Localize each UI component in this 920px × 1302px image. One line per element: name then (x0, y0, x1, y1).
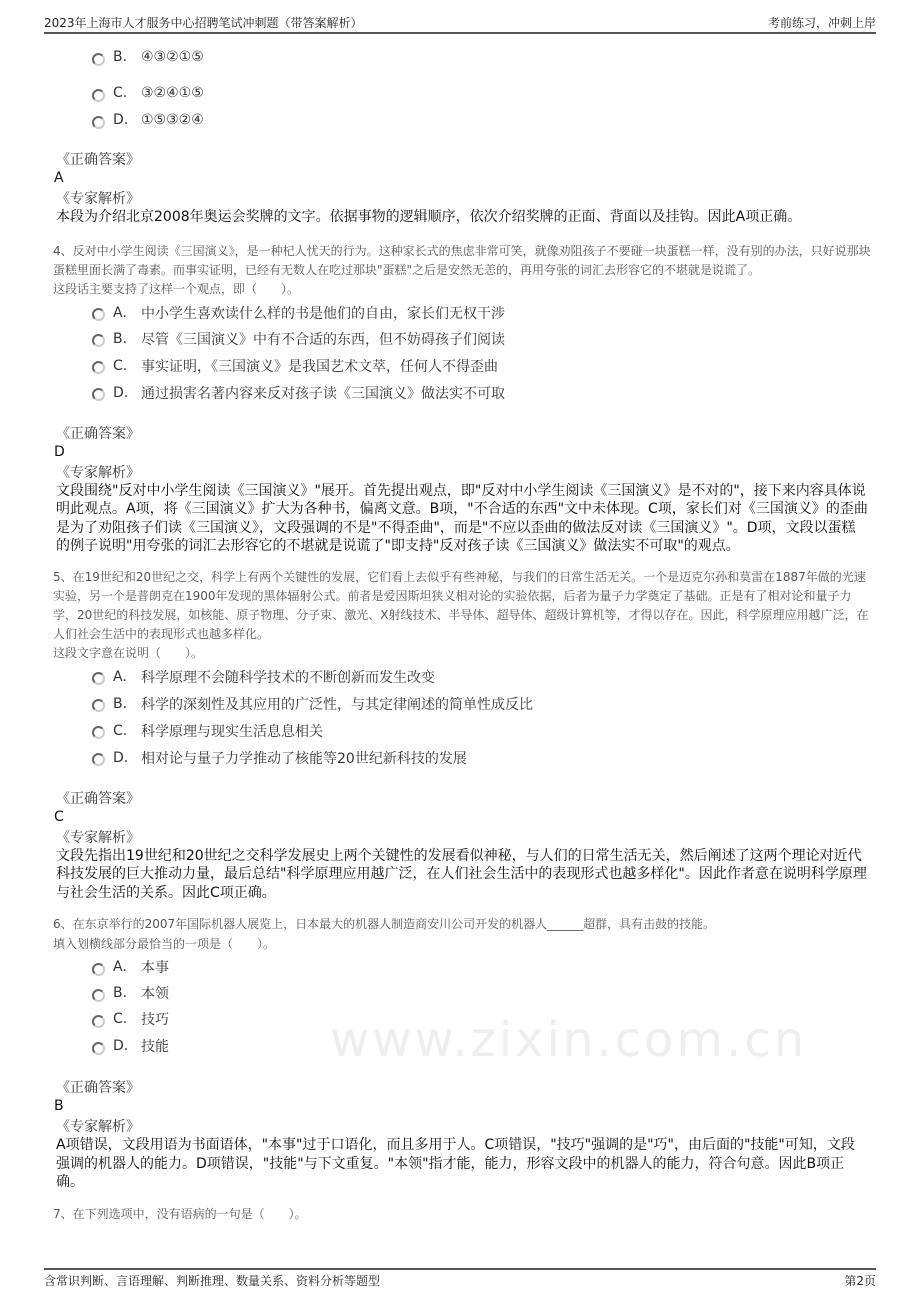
q3-answer: A (54, 170, 64, 186)
q6-analysis: A项错误，文段用语为书面语体，"本事"过于口语化，而且多用于人。C项错误，"技巧"强调的是"巧"，由后面的"技能"可知，文段强调的机器人的能力。D项错误，"技能"与下文重复。"本领"指才能，能力，形容文段中的机器人的能力，符合句意。因此B项正确。 (56, 1137, 855, 1190)
q4-option-d[interactable] (92, 383, 920, 403)
option-letter: D. (113, 749, 129, 766)
q6-option-d[interactable] (92, 1036, 920, 1056)
option-text: ④③②①⑤ (141, 49, 204, 65)
q6-option-c[interactable] (92, 1009, 920, 1029)
radio-icon[interactable] (92, 116, 105, 129)
q4-analysis: 文段围绕"反对中小学生阅读《三国演义》"展开。首先提出观点，即"反对中小学生阅读《三国演义》是不对的"，接下来内容具体说明此观点。A项，将《三国演义》扩大为各种书，偏离文意。B项，"不合适的东西"文中未体现。C项，家长们对《三国演义》的歪曲是为了劝阻孩子们读《三国演义》，文段强调的不是"不得歪曲"，而是"不应以歪曲的做法反对读《三国演义》"。D项，文段以蛋糕的例子说明"用夸张的词汇去形容它的不堪就是说谎了"即支持"反对孩子读《三国演义》做法实不可取"的观点。 (56, 482, 868, 554)
option-text: 科学原理不会随科学技术的不断创新而发生改变 (141, 669, 435, 686)
radio-icon[interactable] (92, 989, 105, 1002)
q3-option-c[interactable] (92, 83, 920, 103)
q4-option-a[interactable] (92, 303, 920, 323)
option-text: 科学原理与现实生活息息相关 (141, 723, 323, 740)
radio-icon[interactable] (92, 726, 105, 739)
option-text: 科学的深刻性及其应用的广泛性，与其定律阐述的简单性成反比 (141, 696, 533, 713)
q6-answer: B (54, 1098, 64, 1114)
option-letter: D. (113, 384, 129, 401)
option-text: 尽管《三国演义》中有不合适的东西，但不妨碍孩子们阅读 (141, 331, 505, 348)
q3-analysis-label: 《专家解析》 (56, 191, 140, 207)
radio-icon[interactable] (92, 699, 105, 712)
header-slogan: 考前练习，冲刺上岸 (767, 16, 876, 30)
q6-analysis-label: 《专家解析》 (56, 1119, 140, 1135)
option-letter: C. (113, 1011, 128, 1027)
q3-option-d[interactable] (92, 110, 920, 130)
option-text: ①⑤③②④ (141, 112, 204, 128)
q5-answer: C (54, 808, 64, 825)
option-letter: D. (113, 1038, 129, 1054)
header-title: 2023年上海市人才服务中心招聘笔试冲刺题（带答案解析） (44, 16, 363, 30)
option-text: 技能 (141, 1039, 169, 1055)
option-text: 技巧 (141, 1012, 169, 1028)
option-letter: B. (113, 49, 128, 65)
q3-option-b[interactable] (92, 47, 920, 67)
q5-option-d[interactable] (92, 748, 920, 768)
option-text: 中小学生喜欢读什么样的书是他们的自由，家长们无权干涉 (141, 305, 505, 322)
q3-analysis: 本段为介绍北京2008年奥运会奖牌的文字。依据事物的逻辑顺序，依次介绍奖牌的正面、背面以及挂钩。因此A项正确。 (56, 209, 802, 225)
radio-icon[interactable] (92, 361, 105, 374)
watermark: www.zixin.com.cn (330, 1012, 808, 1068)
q6-prompt: 填入划横线部分最恰当的一项是（ ）。 (53, 937, 276, 951)
q6-stem: 6、在东京举行的2007年国际机器人展览上，日本最大的机器人制造商安川公司开发的机器人______超群，具有击鼓的技能。 (53, 917, 716, 931)
option-letter: B. (113, 330, 128, 347)
q5-option-b[interactable] (92, 694, 920, 714)
radio-icon[interactable] (92, 53, 105, 66)
option-letter: C. (113, 85, 128, 101)
q4-option-b[interactable] (92, 329, 920, 349)
option-text: 通过损害名著内容来反对孩子读《三国演义》做法实不可取 (141, 385, 505, 402)
q6-answer-label: 《正确答案》 (56, 1080, 140, 1096)
q6-option-a[interactable] (92, 957, 920, 977)
option-letter: C. (113, 722, 128, 739)
radio-icon[interactable] (92, 89, 105, 102)
footer-divider (44, 1268, 876, 1270)
option-letter: C. (113, 357, 128, 374)
q5-option-c[interactable] (92, 721, 920, 741)
option-letter: B. (113, 695, 128, 712)
q5-analysis: 文段先指出19世纪和20世纪之交科学发展史上两个关键性的发展看似神秘，与人们的日常生活无关，然后阐述了这两个理论对近代科技发展的巨大推动力量，最后总结"科学原理应用越广泛，在人们社会生活中的表现形式也越多样化"。因此作者意在说明科学原理与社会生活的关系。因此C项正确。 (56, 847, 867, 901)
q4-analysis-label: 《专家解析》 (56, 464, 140, 481)
radio-icon[interactable] (92, 1015, 105, 1028)
radio-icon[interactable] (92, 388, 105, 401)
q5-answer-label: 《正确答案》 (56, 790, 140, 807)
option-text: 本事 (141, 960, 169, 976)
option-text: ③②④①⑤ (141, 85, 204, 101)
q4-answer-label: 《正确答案》 (56, 425, 140, 442)
radio-icon[interactable] (92, 334, 105, 347)
radio-icon[interactable] (92, 753, 105, 766)
option-letter: A. (113, 668, 127, 685)
q5-prompt: 这段文字意在说明（ ）。 (53, 645, 204, 660)
q4-stem: 4、反对中小学生阅读《三国演义》，是一种杞人忧天的行为。这种家长式的焦虑非常可笑，就像劝阻孩子不要碰一块蛋糕一样，没有别的办法，只好说那块蛋糕里面长满了毒素。而事实证明，已经有无数人在吃过那块"蛋糕"之后是安然无恙的，再用夸张的词汇去形容它的不堪就是说谎了。 (53, 243, 871, 277)
footer-text: 含常识判断、言语理解、判断推理、数量关系、资料分析等题型 (44, 1274, 381, 1288)
radio-icon[interactable] (92, 308, 105, 321)
q5-stem: 5、在19世纪和20世纪之交，科学上有两个关键性的发展，它们看上去似乎有些神秘，与我们的日常生活无关。一个是迈克尔孙和莫雷在1887年做的光速实验，另一个是普朗克在1900年发现的黑体辐射公式。前者是爱因斯坦狭义相对论的实验依据，后者为量子力学奠定了基础。正是有了相对论和量子力学，20世纪的科技发展，如核能、原子物理、分子束、激光、X射线技术、半导体、超导体、超级计算机等，才得以存在。因此，科学原理应用越广泛，在人们社会生活中的表现形式也越多样化。 (53, 569, 869, 641)
q4-answer: D (54, 443, 65, 460)
option-text: 相对论与量子力学推动了核能等20世纪新科技的发展 (141, 750, 467, 767)
q5-analysis-label: 《专家解析》 (56, 829, 140, 846)
q7-stem: 7、在下列选项中，没有语病的一句是（ ）。 (53, 1206, 307, 1221)
radio-icon[interactable] (92, 963, 105, 976)
option-text: 本领 (141, 986, 169, 1002)
option-letter: A. (113, 959, 127, 975)
option-letter: D. (113, 112, 129, 128)
q3-answer-label: 《正确答案》 (56, 152, 140, 168)
page-number: 第2页 (844, 1274, 876, 1288)
q6-option-b[interactable] (92, 983, 920, 1003)
option-letter: B. (113, 985, 128, 1001)
q4-prompt: 这段话主要支持了这样一个观点，即（ ）。 (53, 281, 300, 296)
radio-icon[interactable] (92, 1042, 105, 1055)
q4-option-c[interactable] (92, 356, 920, 376)
radio-icon[interactable] (92, 672, 105, 685)
option-letter: A. (113, 304, 127, 321)
q5-option-a[interactable] (92, 667, 920, 687)
option-text: 事实证明，《三国演义》是我国艺术文萃，任何人不得歪曲 (141, 358, 498, 375)
